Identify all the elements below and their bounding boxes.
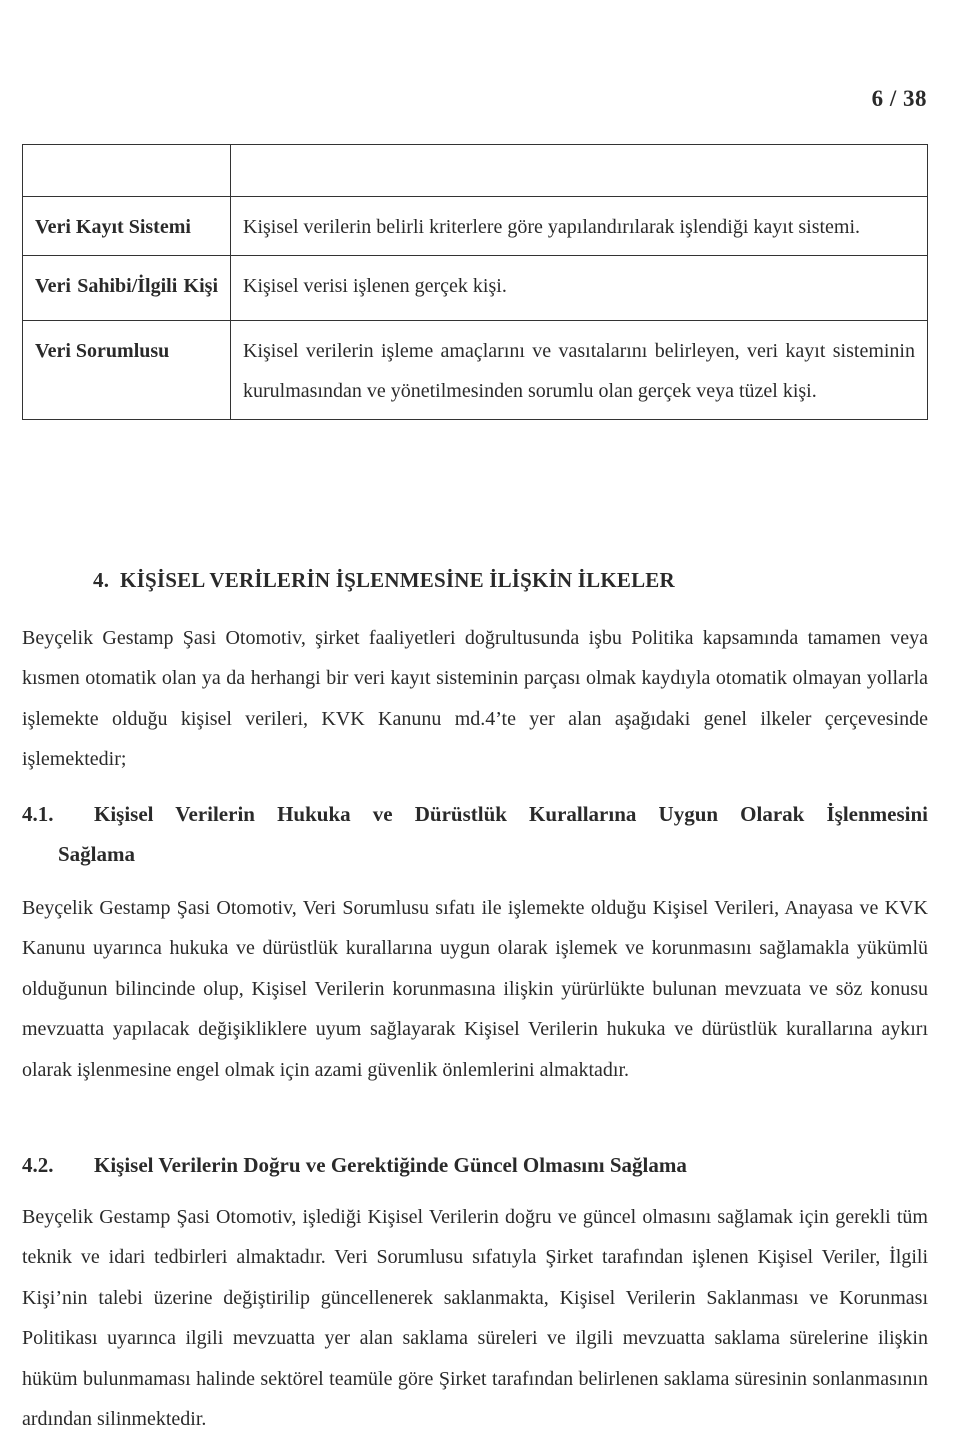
subsection-heading-4-1 (22, 794, 928, 875)
table-row (23, 145, 928, 197)
subsection-title-line: Kişisel Verilerin Hukuka ve Dürüstlük Kurallarına Uygun Olarak İşlenmesini (94, 802, 928, 826)
term-cell: Veri Sahibi/İlgili Kişi (23, 256, 231, 321)
subsection-number: 4.2. (22, 1153, 54, 1177)
term-cell: Veri Sorumlusu (23, 321, 231, 420)
definition-cell: Kişisel verisi işlenen gerçek kişi. (231, 256, 928, 321)
section-intro-paragraph: Beyçelik Gestamp Şasi Otomotiv, şirket faaliyetleri doğrultusunda işbu Politika kapsamında tamamen veya kısmen otomatik olan ya da herhangi bir veri kayıt sisteminin parçası olmak kaydıyla otomatik olmayan yollarla işlemekte olduğu kişisel verileri, KVK Kanunu md.4’te yer alan aşağıdaki genel ilkeler çerçevesinde işlemektedir; (22, 627, 928, 771)
definition-cell: Kişisel verilerin işleme amaçlarını ve vasıtalarını belirleyen, veri kayıt sisteminin kurulmasından ve yönetilmesinden sorumlu olan gerçek veya tüzel kişi. (231, 321, 928, 420)
term-cell (23, 145, 231, 197)
definitions-table (22, 144, 928, 420)
subsection-body-paragraph: Beyçelik Gestamp Şasi Otomotiv, işlediği Kişisel Verilerin doğru ve güncel olmasını sağlamak için gerekli tüm teknik ve idari tedbirleri almaktadır. Veri Sorumlusu sıfatıyla Şirket tarafından işlenen Kişisel Veriler, İlgili Kişi’nin talebi üzerine değiştirilip güncellenerek saklanmakta, Kişisel Verilerin Saklanması ve Korunması Politikası uyarınca ilgili mevzuatta yer alan saklama süreleri ve ilgili mevzuatta saklama sürelerine ilişkin hüküm bulunmaması halinde sektörel teamüle göre Şirket tarafından belirlenen saklama süresinin sonlanmasının ardından silinmektedir. (22, 1206, 928, 1431)
table-row (23, 197, 928, 256)
subsection-number: 4.1. (22, 802, 54, 826)
definition-cell (231, 145, 928, 197)
definition-cell: Kişisel verilerin belirli kriterlere göre yapılandırılarak işlendiği kayıt sistemi. (231, 197, 928, 256)
subsection-title-line: Sağlama (58, 842, 136, 867)
page-number: 6 / 38 (871, 86, 927, 111)
table-row (23, 256, 928, 321)
subsection-body-paragraph: Beyçelik Gestamp Şasi Otomotiv, Veri Sorumlusu sıfatı ile işlemekte olduğu Kişisel Verileri, Anayasa ve KVK Kanunu uyarınca hukuka ve dürüstlük kurallarına uygun olarak işlemek ve korunmasını sağlamakla yükümlü olduğunun bilincinde olup, Kişisel Verilerin korunmasına ilişkin yürürlükte bulunan mevzuata ve söz konusu mevzuatta yapılacak değişikliklere uyum sağlayarak Kişisel Verilerin hukuka ve dürüstlük kurallarına aykırı olarak işlenmesine engel olmak için azami güvenlik önlemlerini almaktadır. (22, 897, 928, 1081)
subsection-heading-4-2 (22, 1145, 928, 1185)
section-heading: 4. KİŞİSEL VERİLERİN İŞLENMESİNE İLİŞKİN İLKELER (93, 568, 675, 592)
term-cell: Veri Kayıt Sistemi (23, 197, 231, 256)
table-row (23, 321, 928, 420)
subsection-title-line: Kişisel Verilerin Doğru ve Gerektiğinde Güncel Olmasını Sağlama (94, 1153, 687, 1177)
